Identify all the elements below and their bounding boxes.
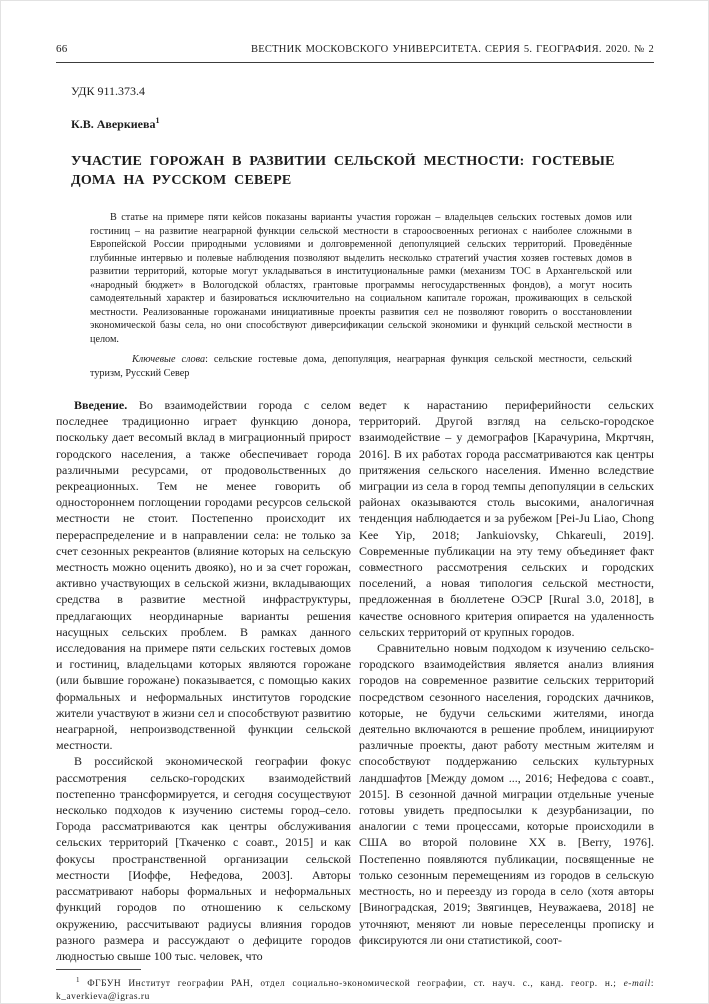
body-paragraph: Сравнительно новым подходом к изучению сельско-городского взаимодействия является анализ влияния городов на современное развитие сельских территорий посредством сезонного населения, городских дачников, которые, не будучи сельскими жителями, иногда деятельно включаются в решение проблем, инициируют различные проекты, дают работу местным жителям и способствуют поддержанию сельских культурных ландшафтов [Между домом ..., 2016; Нефедова с соавт., 2015]. В сезонной дачной миграции отдельные ученые готовы увидеть предпосылки к дезурбанизации, по аналогии с теми процессами, которые происходили в США во второй половине XX в. [Berry, 1976]. Постепенно появляются публикации, посвященные не только сезонным перемещениям из городов в сельскую местность, но и переезду из города в село (хотя авторы [Виноградская, 2019; Звягинцев, Неуважаева, 2018] не уточняют, меняют ли новые переселенцы прописку и фиксируются ли они статистикой, соот- [359,641,654,947]
email-label: e-mail [623,979,651,990]
running-head [56,43,654,63]
affiliation-text: ФГБУН Институт географии РАН, отдел социально-экономической географии, ст. науч. с., канд. геогр. н.; [80,979,624,990]
footnote-divider [56,969,141,970]
footnote-block [56,969,654,1004]
keywords-paragraph [90,353,632,380]
article-title: УЧАСТИЕ ГОРОЖАН В РАЗВИТИИ СЕЛЬСКОЙ МЕСТНОСТИ: ГОСТЕВЫЕ ДОМА НА РУССКОМ СЕВЕРЕ [71,154,615,188]
author-footnote-mark: 1 [155,116,160,125]
email-separator: : [650,979,654,990]
footnote-text [56,974,654,1004]
keywords-label: Ключевые слова [132,354,206,365]
author-line [71,116,654,132]
intro-lead: Введение. [74,398,128,412]
page-number: 66 [56,43,68,55]
left-column [56,397,351,964]
journal-header-title: ВЕСТНИК МОСКОВСКОГО УНИВЕРСИТЕТА. СЕРИЯ 5. ГЕОГРАФИЯ. 2020. № 2 [250,44,654,55]
udc-code: УДК 911.373.4 [71,84,146,98]
keywords-text: : сельские гостевые дома, депопуляция, неаграрная функция сельской местности, сельский туризм, Русский Север [90,354,633,379]
author-name: К.В. Аверкиева [71,117,156,131]
email-address: k_averkieva@igras.ru [56,992,150,1003]
body-paragraph: В российской экономической географии фокус рассмотрения сельско-городских взаимодействий постепенно трансформируется, и сегодня сосуществуют несколько подходов к изучению системы город–село. Города рассматриваются как центры обслуживания сельских территорий [Ткаченко с соавт., 2015] и как фокусы пространственной организации сельской местности [Иоффе, Нефедова, 2003]. Авторы рассматривают наборы формальных и неформальных функций городов по отношению к сельскому окружению, рассчитывают радиусы влияния городов разного размера и рассуждают о дефиците городов людностью свыше 100 тыс. человек, что [56,754,351,963]
intro-paragraph [56,397,351,753]
footnote-mark: 1 [76,976,81,985]
body-columns [56,397,654,964]
right-column [359,397,654,964]
intro-text: Во взаимодействии города с селом последнее традиционно играет функцию донора, поскольку дает весомый вклад в миграционный прирост городского населения, а также обеспечивает города различными ресурсами, от продовольственных до рекреационных. Тем не менее говорить об одностороннем поглощении городами ресурсов сельской местности не стоит. Постепенно происходит их перераспределение и в направлении села: не только за счет сезонных рекреантов (влияние которых на сельскую местность можно оценить двояко), но и за счет горожан, активно участвующих в сельской жизни, вкладывающих средства в развитие местной инфраструктуры, предлагающих неординарные варианты решения насущных сельских проблем. В рамках данного исследования на примере пяти сельских гостевых домов и гостиниц, владельцами которых являются горожане (или бывшие горожане) показывается, с помощью каких формальных и неформальных институтов городские жители участвуют в жизни сел и способствуют развитию неаграрной, непроизводственной функции сельской местности. [56,398,351,753]
abstract-paragraph: В статье на примере пяти кейсов показаны варианты участия горожан – владельцев сельских гостевых домов или гостиниц – на развитие неаграрной функции сельской местности в староосвоенных регионах с наиболее сложными в Европейской России природными условиями и долговременной депопуляцией сельских территорий. Проведённые глубинные интервью и полевые наблюдения позволяют выделить несколько стратегий участия хозяев гостевых домов в развитии территорий, которые могут укладываться в институциональные рамки (механизм ТОС в Архангельской или «народный бюджет» в Вологодской областях, грантовые программы негосударственных фондов), а могут носить самодеятельный характер и базироваться исключительно на социальном капитале горожан, проживающих в сельской местности. Реализованные горожанами инициативные проекты развития сел не позволяют говорить о восстановлении экономической базы села, но они способствуют диверсификации сельской экономики и функций сельской местности в целом. [90,212,632,345]
body-paragraph-continuation: ведет к нарастанию периферийности сельских территорий. Другой взгляд на сельско-городское взаимодействие – у демографов [Карачурина, Мкртчян, 2016]. В их работах города рассматриваются как центры притяжения сельского населения. Именно вследствие миграции из села в город темпы депопуляции в сельских районах оказываются столь высокими, аналогичная тенденция наблюдается и за рубежом [Pei-Ju Liao, Chong Kee Yip, 2018; Jankuiovsky, Chkareuli, 2019]. Современные публикации на эту тему объединяет факт совместного рассмотрения сельских и городских поселений, а новая типология сельской местности, предложенная в бюллетене ОЭСР [Rural 3.0, 2018], в качестве основного критерия опирается на удаленность сельских территорий от крупных городов. [359,398,654,639]
